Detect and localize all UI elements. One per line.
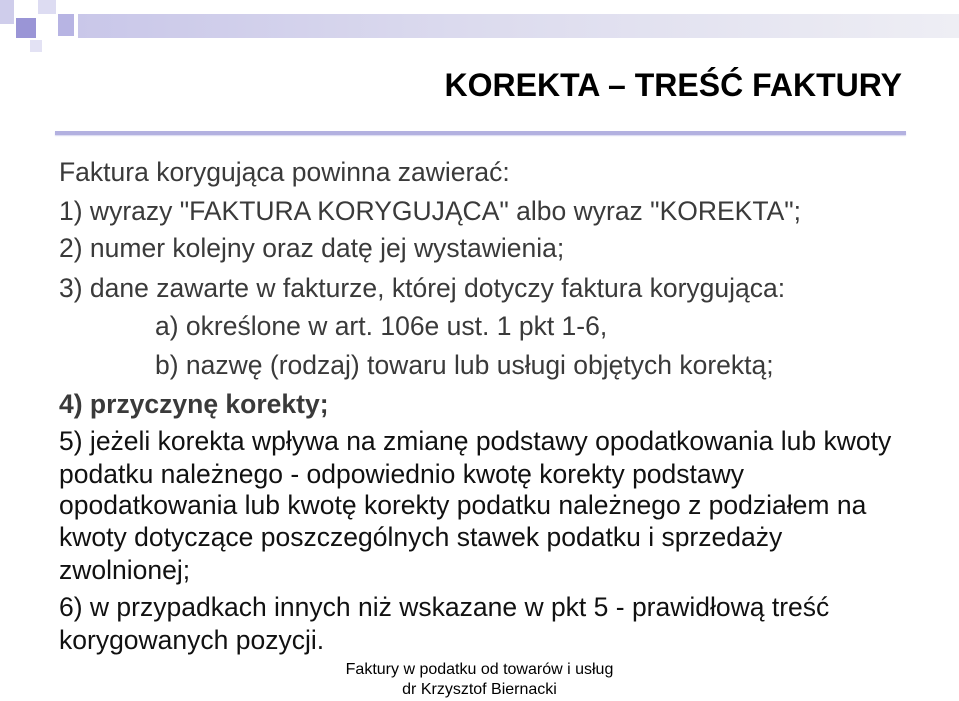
list-item-5-line: podatku należnego - odpowiednio kwotę korekty podstawy: [59, 459, 745, 489]
footer-author: dr Krzysztof Biernacki: [402, 681, 557, 698]
list-item-6-line: 6) w przypadkach innych niż wskazane w pkt 5 - prawidłową treść: [59, 592, 830, 622]
sub-item-3b: b) nazwę (rodzaj) towaru lub usługi objętych korektą;: [155, 350, 774, 380]
decor-square: [16, 18, 36, 38]
list-item-6-line: korygowanych pozycji.: [59, 625, 325, 655]
sub-item-3a: a) określone w art. 106e ust. 1 pkt 1-6,: [155, 311, 608, 341]
list-item-1: 1) wyrazy "FAKTURA KORYGUJĄCA" albo wyraz "KOREKTA";: [59, 196, 802, 226]
list-item-5-line: kwoty dotyczące poszczególnych stawek podatku i sprzedaży: [59, 522, 783, 552]
list-item-3: 3) dane zawarte w fakturze, której dotyczy faktura korygująca:: [59, 273, 786, 303]
decor-top-bar: [78, 14, 959, 38]
intro-text: Faktura korygująca powinna zawierać:: [59, 157, 510, 187]
decor-square: [38, 0, 56, 14]
footer-title: Faktury w podatku od towarów i usług: [345, 661, 614, 678]
list-item-5-line: 5) jeżeli korekta wpływa na zmianę podstawy opodatkowania lub kwoty: [59, 426, 892, 456]
title-divider: [55, 131, 906, 135]
slide-title: KOREKTA – TREŚĆ FAKTURY: [444, 67, 902, 103]
list-item-4: 4) przyczynę korekty;: [59, 389, 329, 419]
decor-square: [58, 14, 74, 36]
decor-square: [0, 0, 14, 24]
decor-square: [30, 40, 42, 52]
list-item-5-line: zwolnionej;: [59, 555, 191, 585]
list-item-2: 2) numer kolejny oraz datę jej wystawienia;: [59, 233, 565, 263]
list-item-5-line: opodatkowania lub kwotę korekty podatku należnego z podziałem na: [59, 490, 867, 520]
